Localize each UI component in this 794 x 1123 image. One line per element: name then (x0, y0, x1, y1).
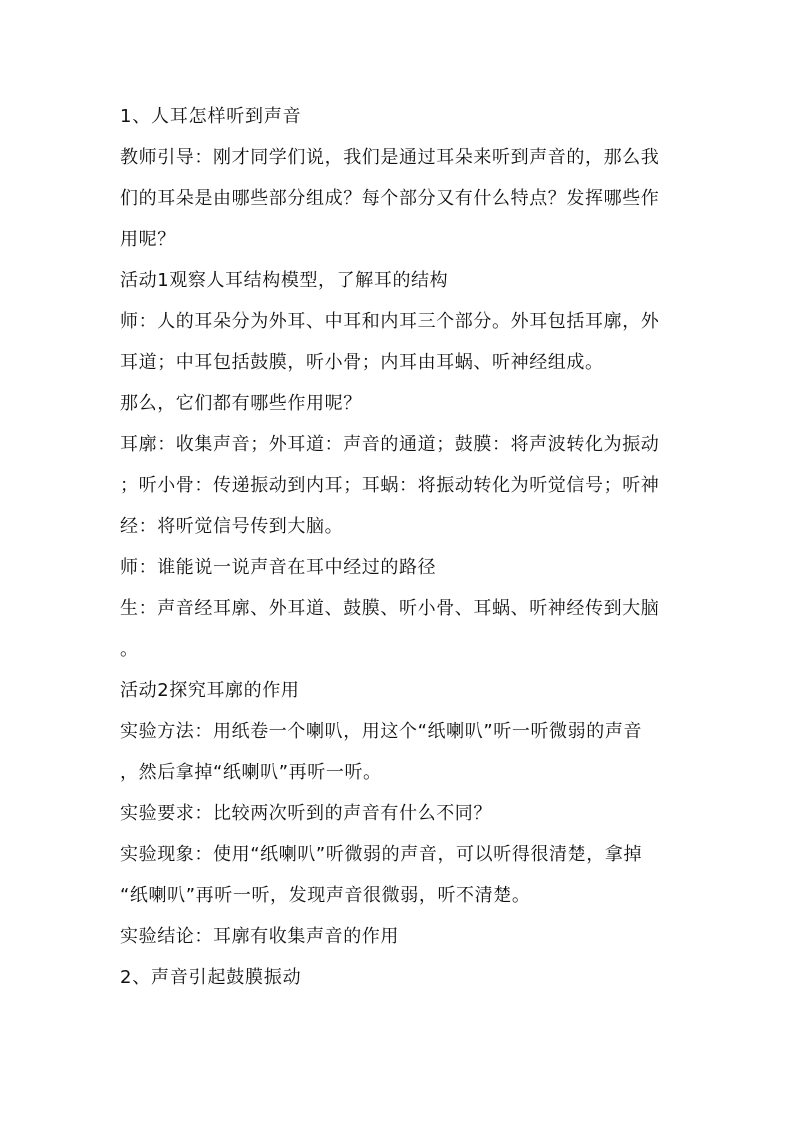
paragraph-line: ，然后拿掉“纸喇叭”再听一听。 (120, 762, 382, 783)
paragraph-line: 那么，它们都有哪些作用呢？ (120, 393, 362, 414)
section-heading-2: 2、声音引起鼓膜振动 (120, 967, 302, 988)
paragraph-line: 教师引导：刚才同学们说，我们是通过耳朵来听到声音的，那么我 (120, 147, 660, 168)
paragraph-line: ；听小骨：传递振动到内耳；耳蜗：将振动转化为听觉信号；听神 (120, 475, 660, 496)
paragraph-line: 经：将听觉信号传到大脑。 (120, 516, 344, 537)
document-body (120, 100, 676, 1002)
paragraph-line: 实验现象：使用“纸喇叭”听微弱的声音，可以听得很清楚，拿掉 (120, 844, 643, 865)
paragraph-line: “纸喇叭”再听一听，发现声音很微弱，听不清楚。 (120, 885, 531, 906)
paragraph-line: 耳廓：收集声音；外耳道：声音的通道；鼓膜：将声波转化为振动 (120, 434, 660, 455)
paragraph-line: 实验结论：耳廓有收集声音的作用 (120, 926, 399, 947)
activity-heading-1: 活动1观察人耳结构模型，了解耳的结构 (120, 270, 449, 291)
paragraph-line: 实验要求：比较两次听到的声音有什么不同？ (120, 803, 492, 824)
paragraph-line: 耳道；中耳包括鼓膜，听小骨；内耳由耳蜗、听神经组成。 (120, 352, 604, 373)
paragraph-line: 们的耳朵是由哪些部分组成？每个部分又有什么特点？发挥哪些作 (120, 188, 660, 209)
paragraph-line: 师：人的耳朵分为外耳、中耳和内耳三个部分。外耳包括耳廓，外 (120, 311, 660, 332)
paragraph-line: 。 (120, 639, 139, 660)
paragraph-line: 用呢？ (120, 229, 176, 250)
activity-heading-2: 活动2探究耳廓的作用 (120, 680, 300, 701)
paragraph-line: 实验方法：用纸卷一个喇叭，用这个“纸喇叭”听一听微弱的声音 (120, 721, 643, 742)
paragraph-line: 师：谁能说一说声音在耳中经过的路径 (120, 557, 437, 578)
paragraph-line: 生：声音经耳廓、外耳道、鼓膜、听小骨、耳蜗、听神经传到大脑 (120, 598, 660, 619)
section-heading-1: 1、人耳怎样听到声音 (120, 106, 302, 127)
